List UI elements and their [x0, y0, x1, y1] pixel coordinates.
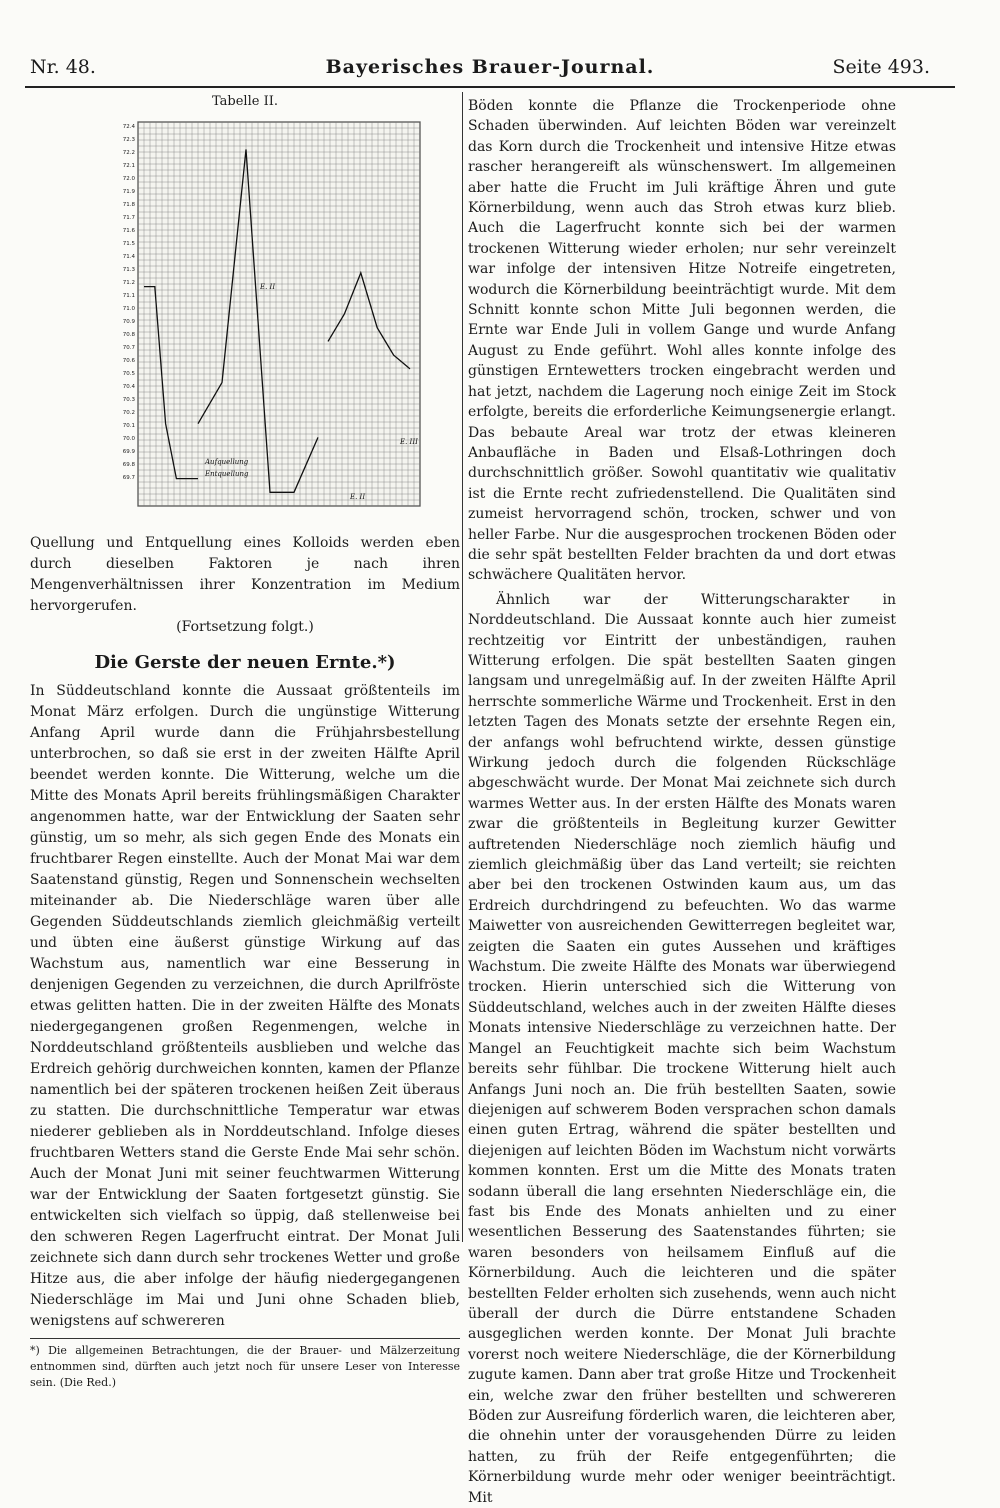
- axis-tick-label: 70.3: [122, 397, 135, 403]
- table-title: Tabelle II.: [212, 94, 278, 109]
- issue-number: Nr. 48.: [30, 56, 96, 78]
- axis-tick-label: 70.6: [122, 358, 135, 364]
- axis-tick-label: 71.3: [122, 267, 135, 273]
- chart-label: Aufquellung: [205, 458, 249, 466]
- quellung-chart: [110, 114, 430, 538]
- continued-note: (Fortsetzung folgt.): [176, 619, 314, 635]
- article-left-text: In Süddeutschland konnte die Aussaat größtenteils im Monat März erfolgen. Durch die ungünstige Witterung Anfang April wurde dann die Frühjahrsbestellung unterbrochen, so daß sie erst in der zweiten Hälfte April beendet werden konnte. Die Witterung, welche um die Mitte des Monats April bereits frühlingsmäßigen Charakter angenommen hatte, war der Entwicklung der Saaten sehr günstig, um so mehr, als sich gegen Ende des Monats ein fruchtbarer Regen einstellte. Auch der Monat Mai war dem Saatenstand günstig, Regen und Sonnenschein wechselten miteinander ab. Die Niederschläge waren über alle Gegenden Süddeutschlands ziemlich gleichmäßig verteilt und übten eine äußerst günstige Wirkung auf das Wachstum aus, namentlich war eine Besserung in denjenigen Gegenden zu verzeichnen, die durch Aprilfröste etwas gelitten hatten. Die in der zweiten Hälfte des Monats niedergegangenen großen Regenmengen, welche in Norddeutschland größtenteils ausblieben und welche das Erdreich gehörig durchweichen konnten, kamen der Pflanze namentlich bei der späteren trockenen heißen Zeit überaus zu statten. Die durchschnittliche Temperatur war etwas niederer geblieben als in Norddeutschland. Infolge dieses fruchtbaren Wetters stand die Gerste Ende Mai sehr schön. Auch der Monat Juni mit seiner feuchtwarmen Witterung war der Entwicklung der Saaten fortgesetzt günstig. Sie entwickelten sich vielfach so üppig, daß stellenweise bei den schweren Regen Lagerfrucht eintrat. Der Monat Juli zeichnete sich dann durch sehr trockenes Wetter und große Hitze aus, die aber infolge der häufig niedergegangenen Niederschläge im Mai und Juni ohne Schaden blieb, wenigstens auf schwereren: [30, 683, 460, 1329]
- axis-tick-label: 71.4: [122, 254, 135, 260]
- axis-tick-label: 70.1: [122, 423, 135, 429]
- footnote: *) Die allgemeinen Betrachtungen, die der Brauer- und Mälzerzeitung entnommen sind, dürften auch jetzt noch für unsere Leser von Interesse sein. (Die Red.): [30, 1338, 460, 1391]
- axis-tick-label: 70.0: [122, 436, 135, 442]
- axis-tick-label: 70.9: [122, 319, 135, 325]
- axis-tick-label: 72.4: [122, 124, 135, 130]
- axis-tick-label: 71.6: [122, 228, 135, 234]
- axis-tick-label: 72.3: [122, 137, 135, 143]
- axis-tick-label: 69.7: [122, 475, 135, 481]
- axis-tick-label: 69.8: [122, 462, 135, 468]
- axis-tick-label: 70.8: [122, 332, 135, 338]
- axis-tick-label: 72.1: [122, 163, 135, 169]
- axis-tick-label: 70.5: [122, 371, 135, 377]
- chart-label: Entquellung: [205, 470, 249, 478]
- caption-text: Quellung und Entquellung eines Kolloids werden eben durch dieselben Faktoren je nach ihren Mengenverhältnissen ihrer Konzentration im Medium hervorgerufen.: [30, 535, 460, 614]
- right-column: [468, 96, 896, 1508]
- page-header: [30, 56, 980, 86]
- article-title: Die Gerste der neuen Ernte.*): [94, 652, 396, 673]
- chart-label: E. II: [260, 283, 276, 291]
- caption-block: [30, 533, 460, 1391]
- axis-tick-label: 70.7: [122, 345, 135, 351]
- axis-tick-label: 71.9: [122, 189, 135, 195]
- chart-label: E. III: [400, 438, 418, 446]
- axis-tick-label: 71.2: [122, 280, 135, 286]
- header-rule: [25, 86, 955, 88]
- journal-title: Bayerisches Brauer-Journal.: [325, 56, 655, 78]
- left-column: [30, 90, 460, 1389]
- axis-tick-label: 72.2: [122, 150, 135, 156]
- axis-tick-label: 70.2: [122, 410, 135, 416]
- axis-tick-label: 71.7: [122, 215, 135, 221]
- axis-tick-label: 69.9: [122, 449, 135, 455]
- axis-tick-label: 71.0: [122, 306, 135, 312]
- axis-tick-label: 70.4: [122, 384, 135, 390]
- axis-tick-label: 71.8: [122, 202, 135, 208]
- page-number: Seite 493.: [832, 56, 930, 78]
- column-divider: [462, 92, 463, 1242]
- article-right-p2: Ähnlich war der Witterungscharakter in Norddeutschland. Die Aussaat konnte auch hier zumeist rechtzeitig vor Eintritt der unbeständigen, rauhen Witterung erfolgen. Die spät bestellten Saaten gingen langsam und unregelmäßig auf. In der zweiten Hälfte April herrschte sommerliche Wärme und Trockenheit. Erst in den letzten Tagen des Monats setzte der ersehnte Regen ein, der anfangs wohl befruchtend wirkte, dessen günstige Wirkung jedoch durch die folgenden Rückschläge abgeschwächt wurde. Der Monat Mai zeichnete sich durch warmes Wetter aus. In der ersten Hälfte des Monats waren zwar die größtenteils in Begleitung kurzer Gewitter auftretenden Niederschläge noch ziemlich häufig und ziemlich gleichmäßig über das Land verteilt; sie reichten aber bei den trockenen Ostwinden kaum aus, um das Erdreich durchdringend zu befeuchten. Wo das warme Maiwetter von ausreichenden Gewitterregen begleitet war, zeigten die Saaten ein gutes Aussehen und kräftiges Wachstum. Die zweite Hälfte des Monats war überwiegend trocken. Hierin unterschied sich die Witterung von Süddeutschland, welches auch in der zweiten Hälfte dieses Monats intensive Niederschläge zu verzeichnen hatte. Der Mangel an Feuchtigkeit machte sich beim Wachstum bereits sehr fühlbar. Die trockene Witterung hielt auch Anfangs Juni noch an. Die früh bestellten Saaten, sowie diejenigen auf schwerem Boden versprachen schon damals einen guten Ertrag, während die später bestellten und diejenigen auf leichten Böden im Wachstum nicht vorwärts kommen konnten. Erst um die Mitte des Monats traten sodann überall die lang ersehnten Niederschläge ein, die fast bis Ende des Monats anhielten und zu einer wesentlichen Besserung des Saatenstandes führten; sie waren besonders von heilsamem Einfluß auf die Körnerbildung. Auch die leichteren und die später bestellten Felder erholten sich zusehends, wenn auch nicht überall der durch die Dürre entstandene Schaden ausgeglichen werden konnte. Der Monat Juli brachte vorerst noch weitere Niederschläge, die der Körnerbildung zugute kamen. Dann aber trat große Hitze und Trockenheit ein, welche zwar den früher bestellten und schwereren Böden zur Ausreifung förderlich waren, die leichteren aber, die ohnehin unter der vorausgehenden Dürre zu leiden hatten, zu früh der Reife entgegenführten; die Körnerbildung wurde mehr oder weniger beeinträchtigt. Mit: [468, 591, 896, 1506]
- axis-tick-label: 72.0: [122, 176, 135, 182]
- axis-tick-label: 71.5: [122, 241, 135, 247]
- article-right-p1: Böden konnte die Pflanze die Trockenperiode ohne Schaden überwinden. Auf leichten Böden war vereinzelt das Korn durch die Trockenheit und intensive Hitze etwas rascher herangereift als wünschenswert. Im allgemeinen aber hatte die Frucht im Juli kräftige Ähren und gute Körnerbildung, wenn auch das Stroh etwas kurz blieb. Auch die Lagerfrucht konnte sich bei der warmen trockenen Witterung wieder erholen; nur sehr vereinzelt war infolge der intensiven Hitze Notreife eingetreten, wodurch die Körnerbildung beeinträchtigt wurde. Mit dem Schnitt konnte schon Mitte Juli begonnen werden, die Ernte war Ende Juli in vollem Gange und wurde Anfang August zu Ende geführt. Wohl alles konnte infolge des günstigen Erntewetters trocken eingebracht werden und hat jetzt, nachdem die Lagerung noch einige Zeit im Stock erfolgte, bereits die erforderliche Keimungsenergie erlangt. Das bebaute Areal war trotz der etwas kleineren Anbaufläche in Baden und Elsaß-Lothringen doch durchschnittlich größer. Sowohl quantitativ wie qualitativ ist die Ernte recht zufriedenstellend. Die Qualitäten sind zumeist hervorragend schön, trocken, schwer und von heller Farbe. Nur die ausgesprochen trockenen Böden oder die sehr spät bestellten Felder brachten da und dort etwas schwächere Qualitäten hervor.: [468, 98, 896, 584]
- axis-tick-label: 71.1: [122, 293, 135, 299]
- chart-label: E. II: [350, 493, 366, 501]
